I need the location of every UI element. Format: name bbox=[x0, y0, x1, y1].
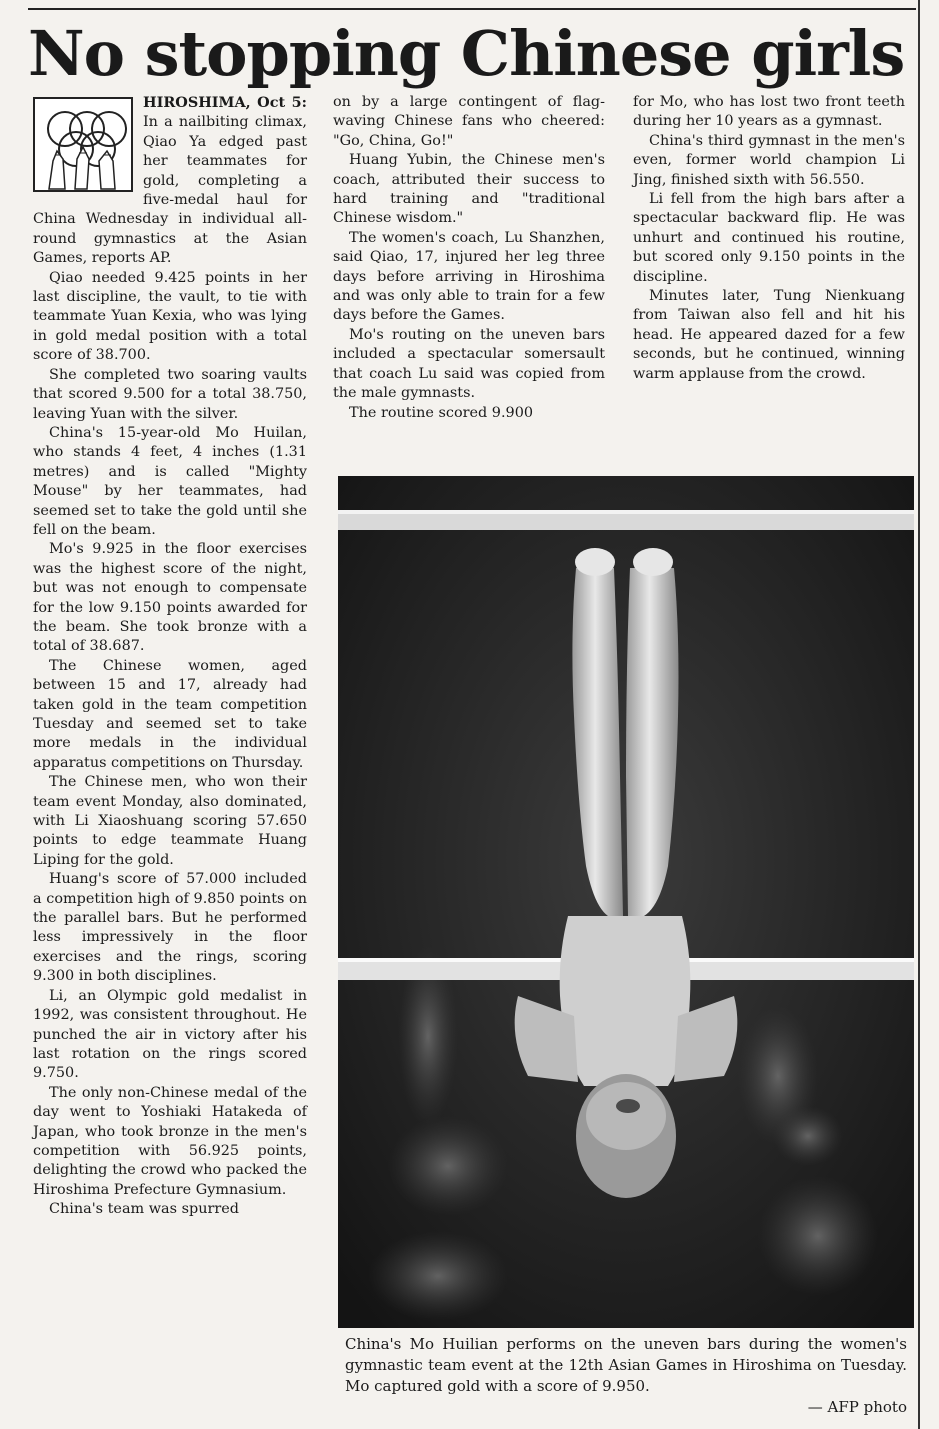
article-column-3 bbox=[633, 93, 905, 384]
top-rule bbox=[28, 8, 916, 10]
photo-credit: — AFP photo bbox=[807, 1398, 907, 1416]
paragraph: She completed two soaring vaults that scored 9.500 for a total 38.750, leaving Yuan with the silver. bbox=[33, 366, 307, 422]
paragraph: The Chinese women, aged between 15 and 17, already had taken gold in the team competition Tuesday and seemed set to take more medals in the individual apparatus competitions on Thursday. bbox=[33, 657, 307, 771]
gymnast-photo-illustration bbox=[338, 476, 914, 1328]
olympic-rings-hands-icon bbox=[33, 97, 133, 192]
article-column-1 bbox=[33, 93, 307, 1220]
paragraph: Huang Yubin, the Chinese men's coach, attributed their success to hard training and "traditional Chinese wisdom." bbox=[333, 152, 605, 227]
paragraph: The women's coach, Lu Shanzhen, said Qiao, 17, injured her leg three days before arriving in Hiroshima and was only able to train for a few days before the Games. bbox=[333, 229, 605, 324]
paragraph: Mo's 9.925 in the floor exercises was the highest score of the night, but was not enough to compensate for the low 9.150 points awarded for the beam. She took bronze with a total of 38.687. bbox=[33, 541, 307, 655]
paragraph: Li fell from the high bars after a spectacular backward flip. He was unhurt and continued his routine, but scored only 9.150 points in the discipline. bbox=[633, 191, 905, 285]
paragraph: Mo's routing on the uneven bars included a spectacular somersault that coach Lu said was copied from the male gymnasts. bbox=[333, 326, 605, 402]
paragraph: The only non-Chinese medal of the day went to Yoshiaki Hatakeda of Japan, who took bronze in the men's competition with 56.925 points, delighting the crowd who packed the Hiroshima Prefecture Gymnasium. bbox=[33, 1084, 307, 1198]
paragraph: Huang's score of 57.000 included a competition high of 9.850 points on the parallel bars. But he performed less impressively in the floor exercises and the rings, scoring 9.300 in both disciplines. bbox=[33, 871, 307, 985]
headline: No stopping Chinese girls bbox=[28, 17, 905, 90]
paragraph: Qiao needed 9.425 points in her last discipline, the vault, to tie with teammate Yuan Kexia, who was lying in gold medal position with a total score of 38.700. bbox=[33, 269, 307, 364]
paragraph: China's third gymnast in the men's even, former world champion Li Jing, finished sixth with 56.550. bbox=[633, 132, 905, 188]
column-divider bbox=[918, 0, 920, 1429]
paragraph: Minutes later, Tung Nienkuang from Taiwan also fell and hit his head. He appeared dazed for a few seconds, but he continued, winning warm applause from the crowd. bbox=[633, 288, 905, 382]
paragraph: on by a large contingent of flag-waving Chinese fans who cheered: "Go, China, Go!" bbox=[333, 94, 605, 149]
paragraph: China's team was spurred bbox=[49, 1201, 239, 1218]
gymnast-photo bbox=[338, 476, 914, 1328]
paragraph: China's 15-year-old Mo Huilan, who stands 4 feet, 4 inches (1.31 metres) and is called "Mighty Mouse" by her teammates, had seemed set to take the gold until she fell on the beam. bbox=[33, 424, 307, 538]
paragraph: Li, an Olympic gold medalist in 1992, was consistent throughout. He punched the air in victory after his last rotation on the rings scored 9.750. bbox=[33, 987, 307, 1082]
photo-caption: China's Mo Huilian performs on the uneven bars during the women's gymnastic team event at the 12th Asian Games in Hiroshima on Tuesday. Mo captured gold with a score of 9.950. bbox=[345, 1335, 907, 1395]
paragraph: for Mo, who has lost two front teeth during her 10 years as a gymnast. bbox=[633, 94, 905, 130]
dateline: HIROSHIMA, Oct 5: bbox=[143, 94, 307, 111]
paragraph: The routine scored 9.900 bbox=[349, 404, 534, 421]
paragraph: The Chinese men, who won their team event Monday, also dominated, with Li Xiaoshuang scoring 57.650 points to edge teammate Huang Liping for the gold. bbox=[33, 774, 307, 868]
article-column-2 bbox=[333, 93, 605, 423]
lead-text: In a nailbiting climax, Qiao Ya edged past her teammates for gold, completing a five-medal haul for China Wednesday in individual all-round gymnastics at the Asian Games, reports AP. bbox=[33, 114, 307, 267]
